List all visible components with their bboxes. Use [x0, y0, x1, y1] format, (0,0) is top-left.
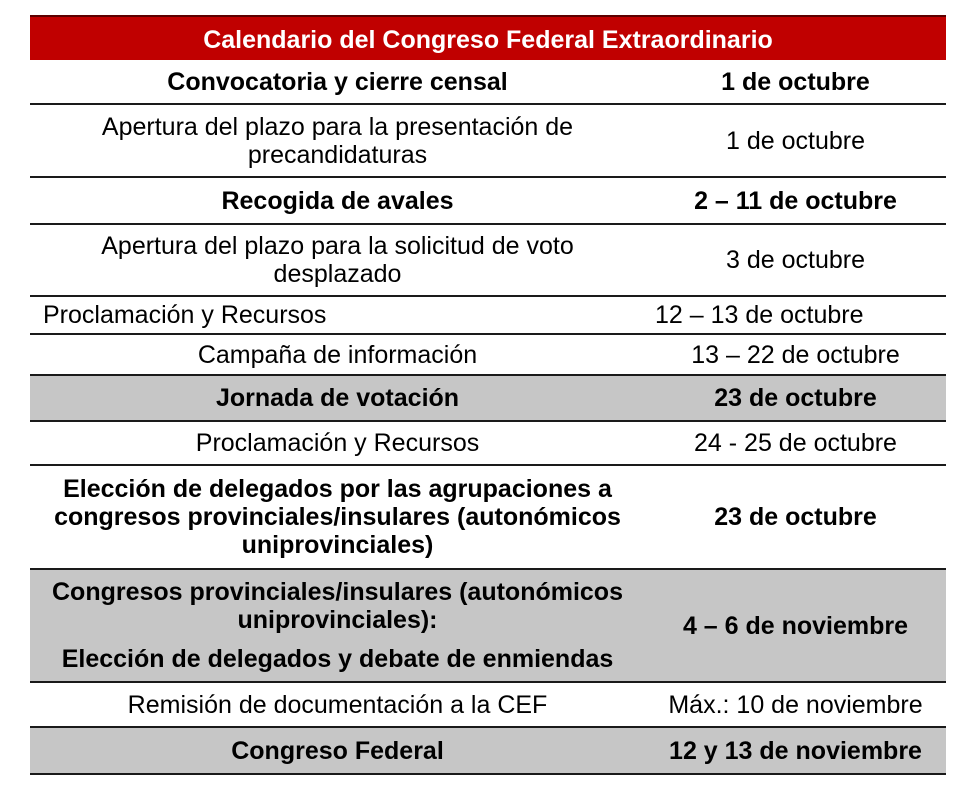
date-cell [645, 570, 946, 681]
schedule-row [30, 297, 946, 335]
event-cell [30, 178, 645, 223]
event-text: Campaña de información [197, 340, 478, 369]
event-text: Recogida de avales [221, 186, 454, 215]
event-subtext: Elección de delegados y debate de enmiendas [61, 645, 614, 673]
date-text: 24 - 25 de octubre [694, 429, 897, 457]
schedule-row [30, 225, 946, 297]
calendar-table [30, 15, 946, 775]
date-text: 13 – 22 de octubre [691, 340, 900, 369]
event-text: Apertura del plazo para la solicitud de voto desplazado [101, 232, 574, 288]
event-cell [30, 683, 645, 726]
date-text: 4 – 6 de noviembre [682, 611, 909, 640]
event-text: Elección de delegados por las agrupaciones a congresos provinciales/insulares (autonómicos uniprovinciales) [54, 475, 621, 559]
date-cell [645, 728, 946, 773]
event-cell [30, 376, 645, 420]
event-cell [30, 422, 645, 464]
date-cell [645, 376, 946, 420]
event-text: Jornada de votación [215, 384, 460, 412]
date-cell [645, 335, 946, 374]
date-text: 23 de octubre [714, 503, 877, 531]
schedule-row [30, 683, 946, 728]
event-cell [30, 105, 645, 176]
date-cell [645, 225, 946, 295]
date-cell [645, 422, 946, 464]
schedule-row-highlighted [30, 728, 946, 775]
date-text: 1 de octubre [726, 126, 865, 155]
schedule-row [30, 105, 946, 178]
date-text: 23 de octubre [714, 384, 877, 412]
event-text: Congresos provinciales/insulares (autonómicos uniprovinciales): [52, 578, 623, 634]
schedule-row [30, 335, 946, 376]
date-cell [645, 683, 946, 726]
date-cell [645, 178, 946, 223]
date-text: 3 de octubre [726, 246, 865, 274]
event-text: Convocatoria y cierre censal [167, 67, 508, 96]
event-cell [30, 60, 645, 103]
schedule-row [30, 178, 946, 225]
event-cell [30, 335, 645, 374]
schedule-row-highlighted [30, 570, 946, 683]
event-text: Apertura del plazo para la presentación de precandidaturas [101, 112, 574, 169]
date-text: 12 y 13 de noviembre [669, 736, 922, 765]
schedule-row [30, 422, 946, 466]
date-cell [645, 60, 946, 103]
date-text: Máx.: 10 de noviembre [668, 690, 923, 719]
date-cell [645, 105, 946, 176]
table-title [30, 15, 946, 60]
date-text: 2 – 11 de octubre [694, 186, 897, 215]
schedule-row [30, 466, 946, 570]
date-text: 12 – 13 de octubre [655, 301, 864, 329]
date-cell [645, 297, 946, 333]
event-text: Proclamación y Recursos [43, 301, 327, 329]
event-text: Proclamación y Recursos [195, 429, 480, 457]
event-cell [30, 728, 645, 773]
schedule-row [30, 60, 946, 105]
event-text: Remisión de documentación a la CEF [127, 690, 548, 719]
event-cell [30, 570, 645, 681]
event-cell [30, 466, 645, 568]
event-cell [30, 225, 645, 295]
date-cell [645, 466, 946, 568]
date-text: 1 de octubre [721, 67, 870, 96]
event-cell [30, 297, 645, 333]
table-title-text: Calendario del Congreso Federal Extraordinario [203, 26, 773, 54]
event-text: Congreso Federal [231, 736, 444, 765]
schedule-row-highlighted [30, 376, 946, 422]
